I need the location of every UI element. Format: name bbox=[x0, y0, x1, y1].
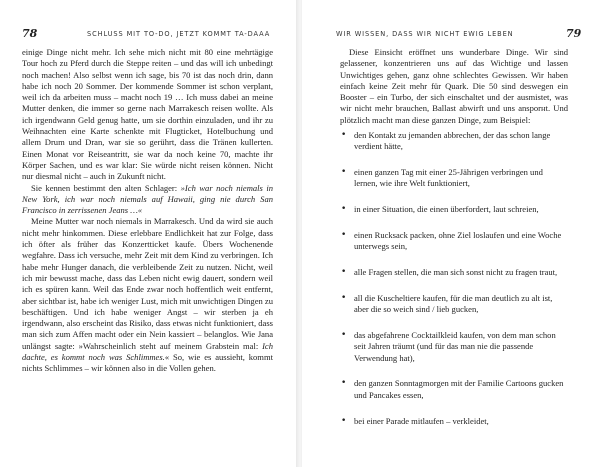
list-item bbox=[340, 378, 568, 401]
list-item-text: all die Kuscheltiere kaufen, für die man deutlich zu alt ist, aber die so weich sind / lieb gucken, bbox=[354, 292, 553, 315]
bullet-icon: • bbox=[341, 230, 347, 241]
bullet-icon: • bbox=[341, 292, 347, 303]
list-item bbox=[340, 130, 568, 153]
list-item-text: alle Fragen stellen, die man sich sonst nicht zu fragen traut, bbox=[354, 267, 558, 278]
left-page bbox=[0, 0, 298, 467]
right-intro-paragraph: Diese Einsicht eröffnet uns wunderbare Dinge. Wir sind gelassener, konzentrieren uns auf das Wichtige und lassen Unwichtiges gehen, ganz ohne schlechtes Gewissen. Wir haben einfach keine Zeit mehr für Quark. Die 50 sind deswegen ein Booster – ein Turbo, der sich einschaltet und der ausmistet, was wir nicht mehr brauchen, Ballast abwirft und uns ansporнt. Und plötzlich macht man diese ganzen Dinge, zum Beispiel: bbox=[340, 47, 568, 125]
right-page bbox=[302, 0, 600, 467]
list-item-text: in einer Situation, die einen überfordert, laut schreien, bbox=[354, 204, 539, 215]
list-item bbox=[340, 204, 568, 215]
right-page-number: 79 bbox=[566, 27, 582, 40]
left-paragraph-2 bbox=[22, 183, 273, 217]
list-item bbox=[340, 293, 568, 316]
left-running-header: SCHLUSS MIT TO-DO, JETZT KOMMT TA-DAAA bbox=[87, 30, 271, 38]
right-page-body bbox=[340, 47, 568, 441]
bullet-icon: • bbox=[341, 330, 347, 341]
list-item-text: bei einer Parade mitlaufen – verkleidet, bbox=[354, 415, 489, 426]
bullet-icon: • bbox=[341, 167, 347, 178]
bullet-icon: • bbox=[341, 267, 347, 278]
left-paragraph-1: einige Dinge nicht mehr. Ich sehe mich nicht mit 80 eine mehrtägige Tour hoch zu Pferd durch die Steppe reiten – und das will ich unbedingt noch machen! Also selbst wenn ich sage, bis 70 ist das noch drin, dann habe ich noch 20 Sommer. Der kommende Sommer ist schon verplant, weil ich da arbeiten muss – macht noch 19 … Ich muss dabei an meine Mutter denken, die immer so gerne nach Marrakesch reisen wollte. Als ich irgendwann Geld genug hatte, um sie dorthin einzuladen, und ihr zu Weihnachten eine Karte schenkte mit Flugticket, Hotelbuchung und allem Drum und Dran, war sie so gerührt, dass die Tränen kullerten. Einen Monat vor Reiseantritt, sie war da noch keine 70, machte ihr Körper Sachen, und es war klar: Sie würde nicht reisen können. Nicht nur diesmal nicht – auch in Zukunft nicht. bbox=[22, 47, 273, 182]
list-item-text: einen ganzen Tag mit einer 25-Jährigen verbringen und lernen, wie ihre Welt funktioniert, bbox=[354, 167, 543, 189]
bullet-icon: • bbox=[341, 204, 347, 215]
bullet-icon: • bbox=[341, 378, 347, 389]
left-paragraph-3-quote: Ich dachte, es kommt noch was Schlimmes. bbox=[22, 340, 273, 363]
list-item-text: das abgefahrene Cocktailkleid kaufen, von dem man schon seit Jahren träumt (und für das man nie die passende Verwendung hat), bbox=[354, 330, 556, 363]
list-item bbox=[340, 167, 568, 190]
list-item bbox=[340, 267, 568, 278]
left-paragraph-2-lead: Sie kennen bestimmt den alten Schlager: bbox=[31, 182, 181, 193]
list-item-text: einen Rucksack packen, ohne Ziel loslaufen und eine Woche unterwegs sein, bbox=[354, 230, 562, 252]
list-item-text: den ganzen Sonntagmorgen mit der Familie Cartoons gucken und Pancakes essen, bbox=[354, 378, 564, 400]
list-item bbox=[340, 416, 568, 427]
left-paragraph-3 bbox=[22, 216, 273, 374]
bullet-list bbox=[340, 130, 568, 427]
bullet-icon: • bbox=[341, 415, 347, 426]
list-item-text: den Kontakt zu jemanden abbrechen, der das schon lange verdient hätte, bbox=[354, 130, 551, 152]
left-paragraph-3-end: « So, wie es aussieht, kommt nichts Schlimmes – wir können also in die Vollen gehen. bbox=[22, 352, 273, 374]
left-paragraph-3-text: Meine Mutter war noch niemals in Marrakesch. Und da wird sie auch nicht mehr hinkommen. Diese erlebbare Endlichkeit hat zur Folge, dass ich öfter als früher das Konzertticket kaufe. Übers Wochenende wegfahre. Dass ich versuche, mehr Zeit mit dem Kind zu verbringen. Ich habe mehr Hunger danach, die verbleibende Zeit zu nutzen. Nicht, weil ich mir bewusst mache, dass das Leben nicht ewig dauert, sondern weil ich es spüren kann. Weil das Ende zwar noch hoffentlich weit entfernt, aber sichtbar ist, habe ich weniger Lust, mich mit unwichtigen Dingen zu beschäftigen. Und ich habe weniger Angst – wir sterben ja eh irgendwann, also erscheint das Risiko, dass etwas nicht funktioniert, dass man sich zum Affen macht oder ein Nein kassiert – belanglos. Wie Jana unlängst sagte: »Wahrscheinlich steht auf meinem Grabstein mal: bbox=[22, 216, 273, 351]
right-running-header: WIR WISSEN, DASS WIR NICHT EWIG LEBEN bbox=[336, 30, 514, 38]
left-paragraph-2-quote: »Ich war noch niemals in New York, ich war noch niemals auf Hawaii, ging nie durch San Francisco in zerrissenen Jeans …« bbox=[22, 182, 273, 216]
left-page-body bbox=[22, 47, 273, 375]
list-item bbox=[340, 230, 568, 253]
bullet-icon: • bbox=[341, 130, 347, 141]
left-page-number: 78 bbox=[22, 27, 38, 40]
list-item bbox=[340, 330, 568, 364]
